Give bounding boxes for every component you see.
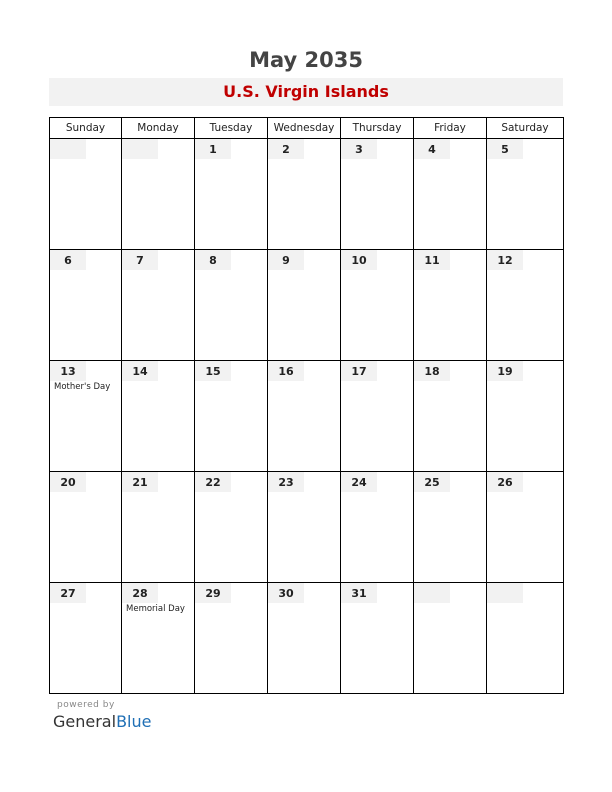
day-cell <box>414 139 487 250</box>
weekday-header-row <box>50 118 564 139</box>
day-number <box>414 583 450 603</box>
day-number: 29 <box>195 583 231 603</box>
weekday-header: Friday <box>414 118 487 139</box>
day-cell <box>195 139 268 250</box>
day-cell <box>122 139 195 250</box>
day-number: 13 <box>50 361 86 381</box>
day-number: 20 <box>50 472 86 492</box>
day-number: 27 <box>50 583 86 603</box>
day-number: 30 <box>268 583 304 603</box>
calendar-title: May 2035 <box>249 48 363 72</box>
day-number: 7 <box>122 250 158 270</box>
day-number: 21 <box>122 472 158 492</box>
day-cell <box>341 583 414 694</box>
day-cell <box>487 361 564 472</box>
week-row <box>50 139 564 250</box>
brand-name-general: General <box>53 712 117 731</box>
day-number: 15 <box>195 361 231 381</box>
day-number: 17 <box>341 361 377 381</box>
brand-name-blue: Blue <box>116 712 152 731</box>
day-number: 1 <box>195 139 231 159</box>
day-cell <box>487 139 564 250</box>
day-cell <box>414 250 487 361</box>
day-number: 25 <box>414 472 450 492</box>
day-number: 14 <box>122 361 158 381</box>
day-number: 19 <box>487 361 523 381</box>
day-cell <box>414 472 487 583</box>
day-number: 10 <box>341 250 377 270</box>
day-cell <box>122 361 195 472</box>
day-number: 3 <box>341 139 377 159</box>
day-number: 9 <box>268 250 304 270</box>
day-cell <box>341 361 414 472</box>
day-number: 18 <box>414 361 450 381</box>
day-number: 8 <box>195 250 231 270</box>
day-cell <box>487 250 564 361</box>
day-cell <box>50 472 122 583</box>
weekday-header: Wednesday <box>268 118 341 139</box>
day-cell <box>122 472 195 583</box>
day-cell <box>341 139 414 250</box>
day-cell <box>122 583 195 694</box>
day-cell <box>50 361 122 472</box>
day-number: 31 <box>341 583 377 603</box>
day-cell <box>341 472 414 583</box>
calendar-grid <box>49 117 564 694</box>
day-cell <box>268 139 341 250</box>
day-number: 5 <box>487 139 523 159</box>
day-number: 22 <box>195 472 231 492</box>
day-cell <box>268 583 341 694</box>
day-number <box>50 139 86 159</box>
day-number: 4 <box>414 139 450 159</box>
holiday-label: Mother's Day <box>54 382 111 392</box>
brand-logo <box>53 712 151 731</box>
day-cell <box>50 139 122 250</box>
country-name: U.S. Virgin Islands <box>49 78 563 106</box>
day-cell <box>50 583 122 694</box>
day-number: 28 <box>122 583 158 603</box>
week-row <box>50 472 564 583</box>
day-cell <box>268 472 341 583</box>
day-cell <box>195 250 268 361</box>
day-number <box>487 583 523 603</box>
day-number: 2 <box>268 139 304 159</box>
week-row <box>50 583 564 694</box>
day-number: 11 <box>414 250 450 270</box>
day-number: 23 <box>268 472 304 492</box>
day-cell <box>195 583 268 694</box>
day-cell <box>414 361 487 472</box>
day-number: 24 <box>341 472 377 492</box>
day-cell <box>268 361 341 472</box>
day-number: 12 <box>487 250 523 270</box>
week-row <box>50 361 564 472</box>
day-number <box>122 139 158 159</box>
day-cell <box>268 250 341 361</box>
day-cell <box>195 361 268 472</box>
day-number: 26 <box>487 472 523 492</box>
day-number: 6 <box>50 250 86 270</box>
powered-by-label: powered by <box>57 700 115 710</box>
day-cell <box>414 583 487 694</box>
holiday-label: Memorial Day <box>126 604 185 614</box>
day-cell <box>341 250 414 361</box>
day-cell <box>195 472 268 583</box>
weekday-header: Tuesday <box>195 118 268 139</box>
day-cell <box>487 472 564 583</box>
week-row <box>50 250 564 361</box>
day-cell <box>122 250 195 361</box>
day-cell <box>50 250 122 361</box>
weekday-header: Thursday <box>341 118 414 139</box>
weekday-header: Saturday <box>487 118 564 139</box>
day-number: 16 <box>268 361 304 381</box>
weekday-header: Monday <box>122 118 195 139</box>
day-cell <box>487 583 564 694</box>
weekday-header: Sunday <box>50 118 122 139</box>
